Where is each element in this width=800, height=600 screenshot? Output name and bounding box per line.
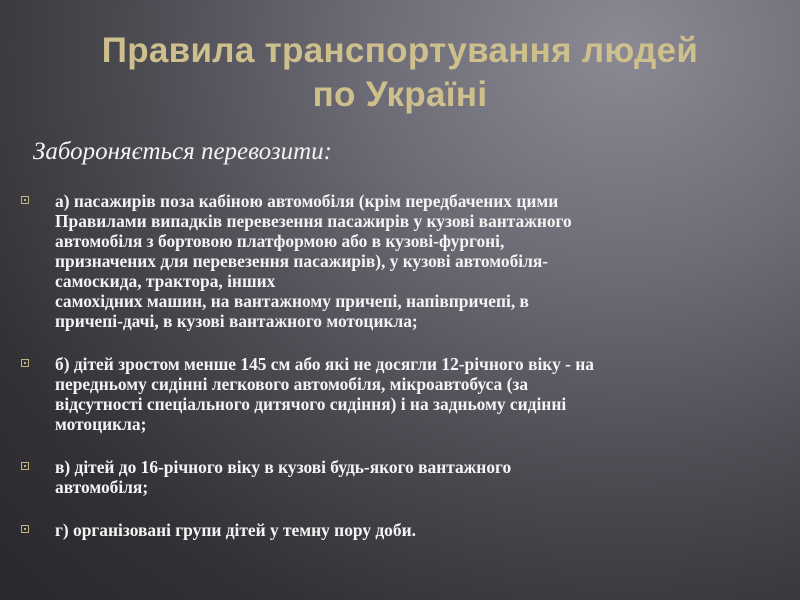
text-line: самохідних машин, на вантажному причепі, напівпричепі, в — [55, 291, 529, 311]
text-line: а) пасажирів поза кабіною автомобіля (крім передбачених цими — [55, 191, 559, 211]
slide-title — [40, 29, 760, 117]
text-line: б) дітей зростом менше 145 см або які не досягли 12-річного віку - на — [55, 354, 594, 374]
slide-title-line-2: по Україні — [312, 75, 488, 114]
text-line: самоскида, трактора, інших — [55, 271, 276, 291]
list-item — [20, 520, 790, 540]
list-item-text — [55, 520, 790, 540]
text-line: в) дітей до 16-річного віку в кузові будь-якого вантажного — [55, 457, 512, 477]
bullet-list — [20, 191, 790, 563]
text-line: автомобіля з бортовою платформою або в кузові-фургоні, — [55, 231, 505, 251]
text-line: мотоцикла; — [55, 414, 147, 434]
list-item-text — [55, 191, 790, 331]
list-item-text — [55, 354, 790, 434]
text-line: Правилами випадків перевезення пасажирів у кузові вантажного — [55, 211, 572, 231]
square-bullet-icon — [21, 196, 29, 204]
square-bullet-icon — [21, 525, 29, 533]
text-line: автомобіля; — [55, 477, 149, 497]
list-item — [20, 191, 790, 331]
text-line: г) організовані групи дітей у темну пору доби. — [55, 520, 416, 540]
list-item-text — [55, 457, 790, 497]
list-item — [20, 457, 790, 497]
slide-title-line-1: Правила транспортування людей — [101, 31, 699, 70]
slide-subtitle: Забороняється перевозити: — [33, 138, 332, 165]
text-line: відсутності спеціального дитячого сидіння) і на задньому сидінні — [55, 394, 567, 414]
square-bullet-icon — [21, 359, 29, 367]
text-line: передньому сидінні легкового автомобіля, мікроавтобуса (за — [55, 374, 529, 394]
list-item — [20, 354, 790, 434]
text-line: призначених для перевезення пасажирів), у кузові автомобіля- — [55, 251, 549, 271]
square-bullet-icon — [21, 462, 29, 470]
text-line: причепі-дачі, в кузові вантажного мотоцикла; — [55, 311, 418, 331]
